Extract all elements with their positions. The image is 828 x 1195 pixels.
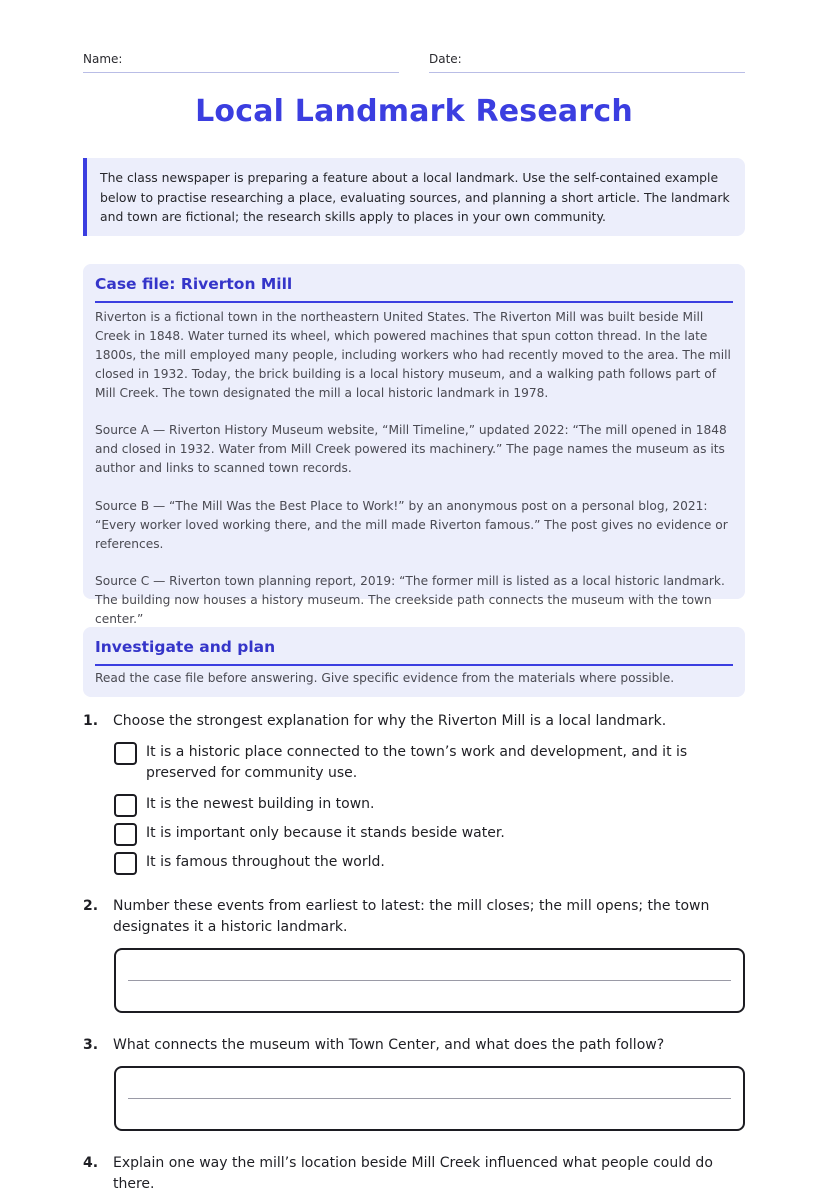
option-c[interactable] xyxy=(114,823,745,844)
option-text: It is important only because it stands beside water. xyxy=(146,825,505,841)
name-field[interactable] xyxy=(83,52,399,73)
option-text: It is the newest building in town. xyxy=(146,796,375,812)
checkbox[interactable] xyxy=(114,794,137,817)
checkbox[interactable] xyxy=(114,742,137,765)
question-number: 2. xyxy=(83,898,99,914)
case-file-heading: Case file: Riverton Mill xyxy=(95,264,733,303)
answer-box-3[interactable] xyxy=(114,1066,745,1131)
question-text: What connects the museum with Town Center, and what does the path follow? xyxy=(113,1037,665,1053)
case-file-body xyxy=(95,303,733,629)
date-label: Date: xyxy=(429,52,462,66)
answer-box-2[interactable] xyxy=(114,948,745,1013)
header-row xyxy=(83,52,745,74)
question-number: 3. xyxy=(83,1037,99,1053)
answer-line xyxy=(128,1098,731,1099)
name-label: Name: xyxy=(83,52,123,66)
source-a: Source A — Riverton History Museum website, “Mill Timeline,” updated 2022: “The mill opened in 1848 and closed in 1932. Water from Mill Creek powered its machinery.” The page names the museum as its author and links to scanned town records. xyxy=(95,423,727,476)
plan-panel xyxy=(83,627,745,697)
question-number: 1. xyxy=(83,713,99,729)
question-text: Choose the strongest explanation for why the Riverton Mill is a local landmark. xyxy=(113,713,667,729)
question-2 xyxy=(83,896,745,938)
option-b[interactable] xyxy=(114,794,745,815)
plan-note: Read the case file before answering. Give specific evidence from the materials where possible. xyxy=(95,671,675,685)
option-a[interactable] xyxy=(114,742,745,784)
case-file-paragraph: Riverton is a fictional town in the northeastern United States. The Riverton Mill was built beside Mill Creek in 1848. Water turned its wheel, which powered machines that spun cotton thread. In the late 1800s, the mill employed many people, including workers who had recently moved to the area. The mill closed in 1932. Today, the brick building is a local history museum, and a walking path follows part of Mill Creek. The town designated the mill a local historic landmark in 1978. xyxy=(95,310,731,400)
plan-heading: Investigate and plan xyxy=(95,627,733,666)
option-text: It is famous throughout the world. xyxy=(146,854,385,870)
intro-callout: The class newspaper is preparing a feature about a local landmark. Use the self-contained example below to practise researching a place, evaluating sources, and planning a short article. The landmark and town are fictional; the research skills apply to places in your own community. xyxy=(83,158,745,236)
question-1 xyxy=(83,711,745,732)
question-3 xyxy=(83,1035,745,1056)
date-field[interactable] xyxy=(429,52,745,73)
question-text: Number these events from earliest to latest: the mill closes; the mill opens; the town designates it a historic landmark. xyxy=(113,898,710,935)
option-text: It is a historic place connected to the town’s work and development, and it is preserved for community use. xyxy=(146,744,688,781)
question-4 xyxy=(83,1153,745,1195)
answer-line xyxy=(128,980,731,981)
option-d[interactable] xyxy=(114,852,745,873)
checkbox[interactable] xyxy=(114,852,137,875)
case-file-panel xyxy=(83,264,745,627)
question-text: Explain one way the mill’s location beside Mill Creek influenced what people could do there. xyxy=(113,1155,713,1192)
source-c: Source C — Riverton town planning report, 2019: “The former mill is listed as a local historic landmark. The building now houses a history museum. The creekside path connects the museum with the town center.” xyxy=(95,574,725,627)
checkbox[interactable] xyxy=(114,823,137,846)
source-b: Source B — “The Mill Was the Best Place to Work!” by an anonymous post on a personal blog, 2021: “Every worker loved working there, and the mill made Riverton famous.” The post gives no evidence or references. xyxy=(95,498,728,551)
question-number: 4. xyxy=(83,1155,99,1171)
page-title: Local Landmark Research xyxy=(195,94,633,129)
